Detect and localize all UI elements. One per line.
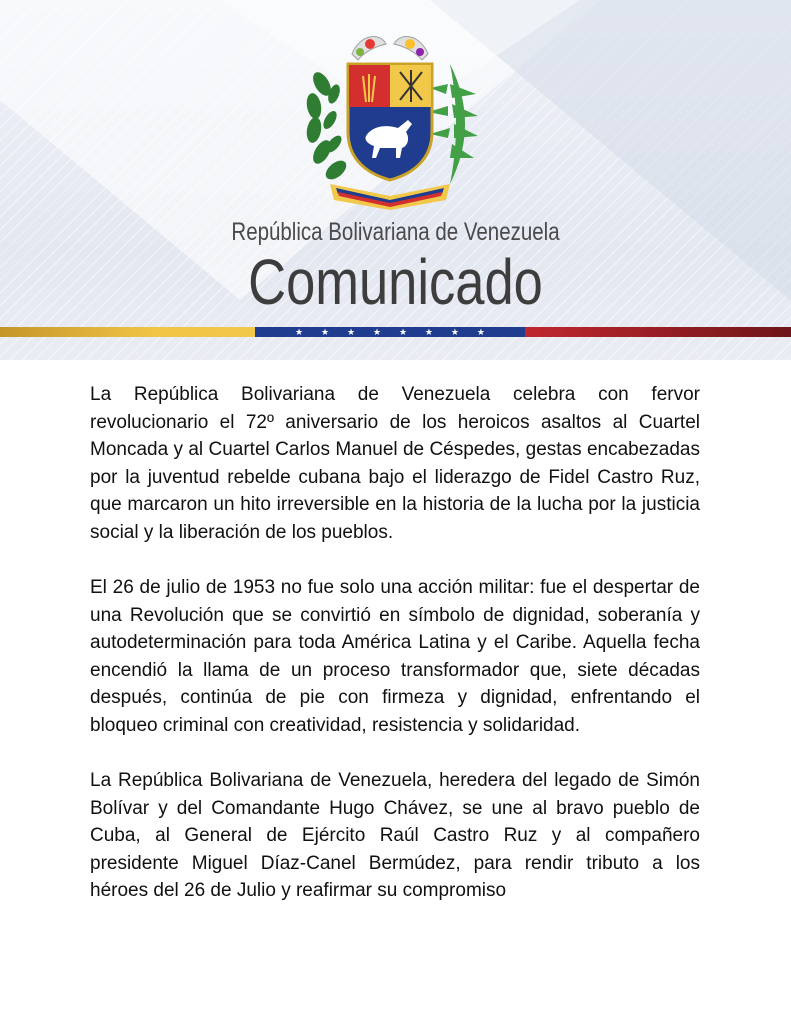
star-icon: ★ — [424, 327, 433, 337]
band-red — [525, 327, 791, 337]
communique-body — [90, 381, 700, 933]
star-icon: ★ — [295, 327, 304, 337]
band-stars — [295, 324, 485, 340]
paragraph: La República Bolivariana de Venezuela celebra con fervor revolucionario el 72º aniversario de los heroicos asaltos al Cuartel Moncada y al Cuartel Carlos Manuel de Céspedes, gestas encabezadas por la juventud rebelde cubana bajo el liderazgo de Fidel Castro Ruz, que marcaron un hito irreversible en la historia de la lucha por la justicia social y la liberación de los pueblos. — [90, 384, 700, 543]
venezuela-coat-of-arms-icon — [300, 24, 480, 214]
letterhead — [0, 0, 791, 360]
paragraph: La República Bolivariana de Venezuela, heredera del legado de Simón Bolívar y del Comandante Hugo Chávez, se une al bravo pueblo de Cuba, al General de Ejército Raúl Castro Ruz y al compañero presidente Miguel Díaz-Canel Bermúdez, para rendir tributo a los héroes del 26 de Julio y reafirmar su compromiso — [90, 770, 700, 901]
band-blue — [255, 327, 525, 337]
star-icon: ★ — [346, 327, 356, 337]
star-icon: ★ — [398, 327, 408, 337]
star-icon: ★ — [450, 327, 459, 337]
paragraph: El 26 de julio de 1953 no fue solo una acción militar: fue el despertar de una Revolución que se convirtió en símbolo de dignidad, soberanía y autodeterminación para toda América Latina y el Caribe. Aquella fecha encendió la llama de un proceso transformador que, siete décadas después, continúa de pie con firmeza y dignidad, enfrentando el bloqueo criminal con creatividad, resistencia y solidaridad. — [90, 577, 700, 736]
republic-name: República Bolivariana de Venezuela — [231, 218, 560, 246]
star-icon: ★ — [372, 327, 382, 337]
star-icon: ★ — [476, 327, 485, 337]
page-title: Comunicado — [248, 246, 543, 318]
star-icon: ★ — [320, 327, 330, 337]
band-yellow — [0, 327, 255, 337]
flag-color-band — [0, 327, 791, 337]
